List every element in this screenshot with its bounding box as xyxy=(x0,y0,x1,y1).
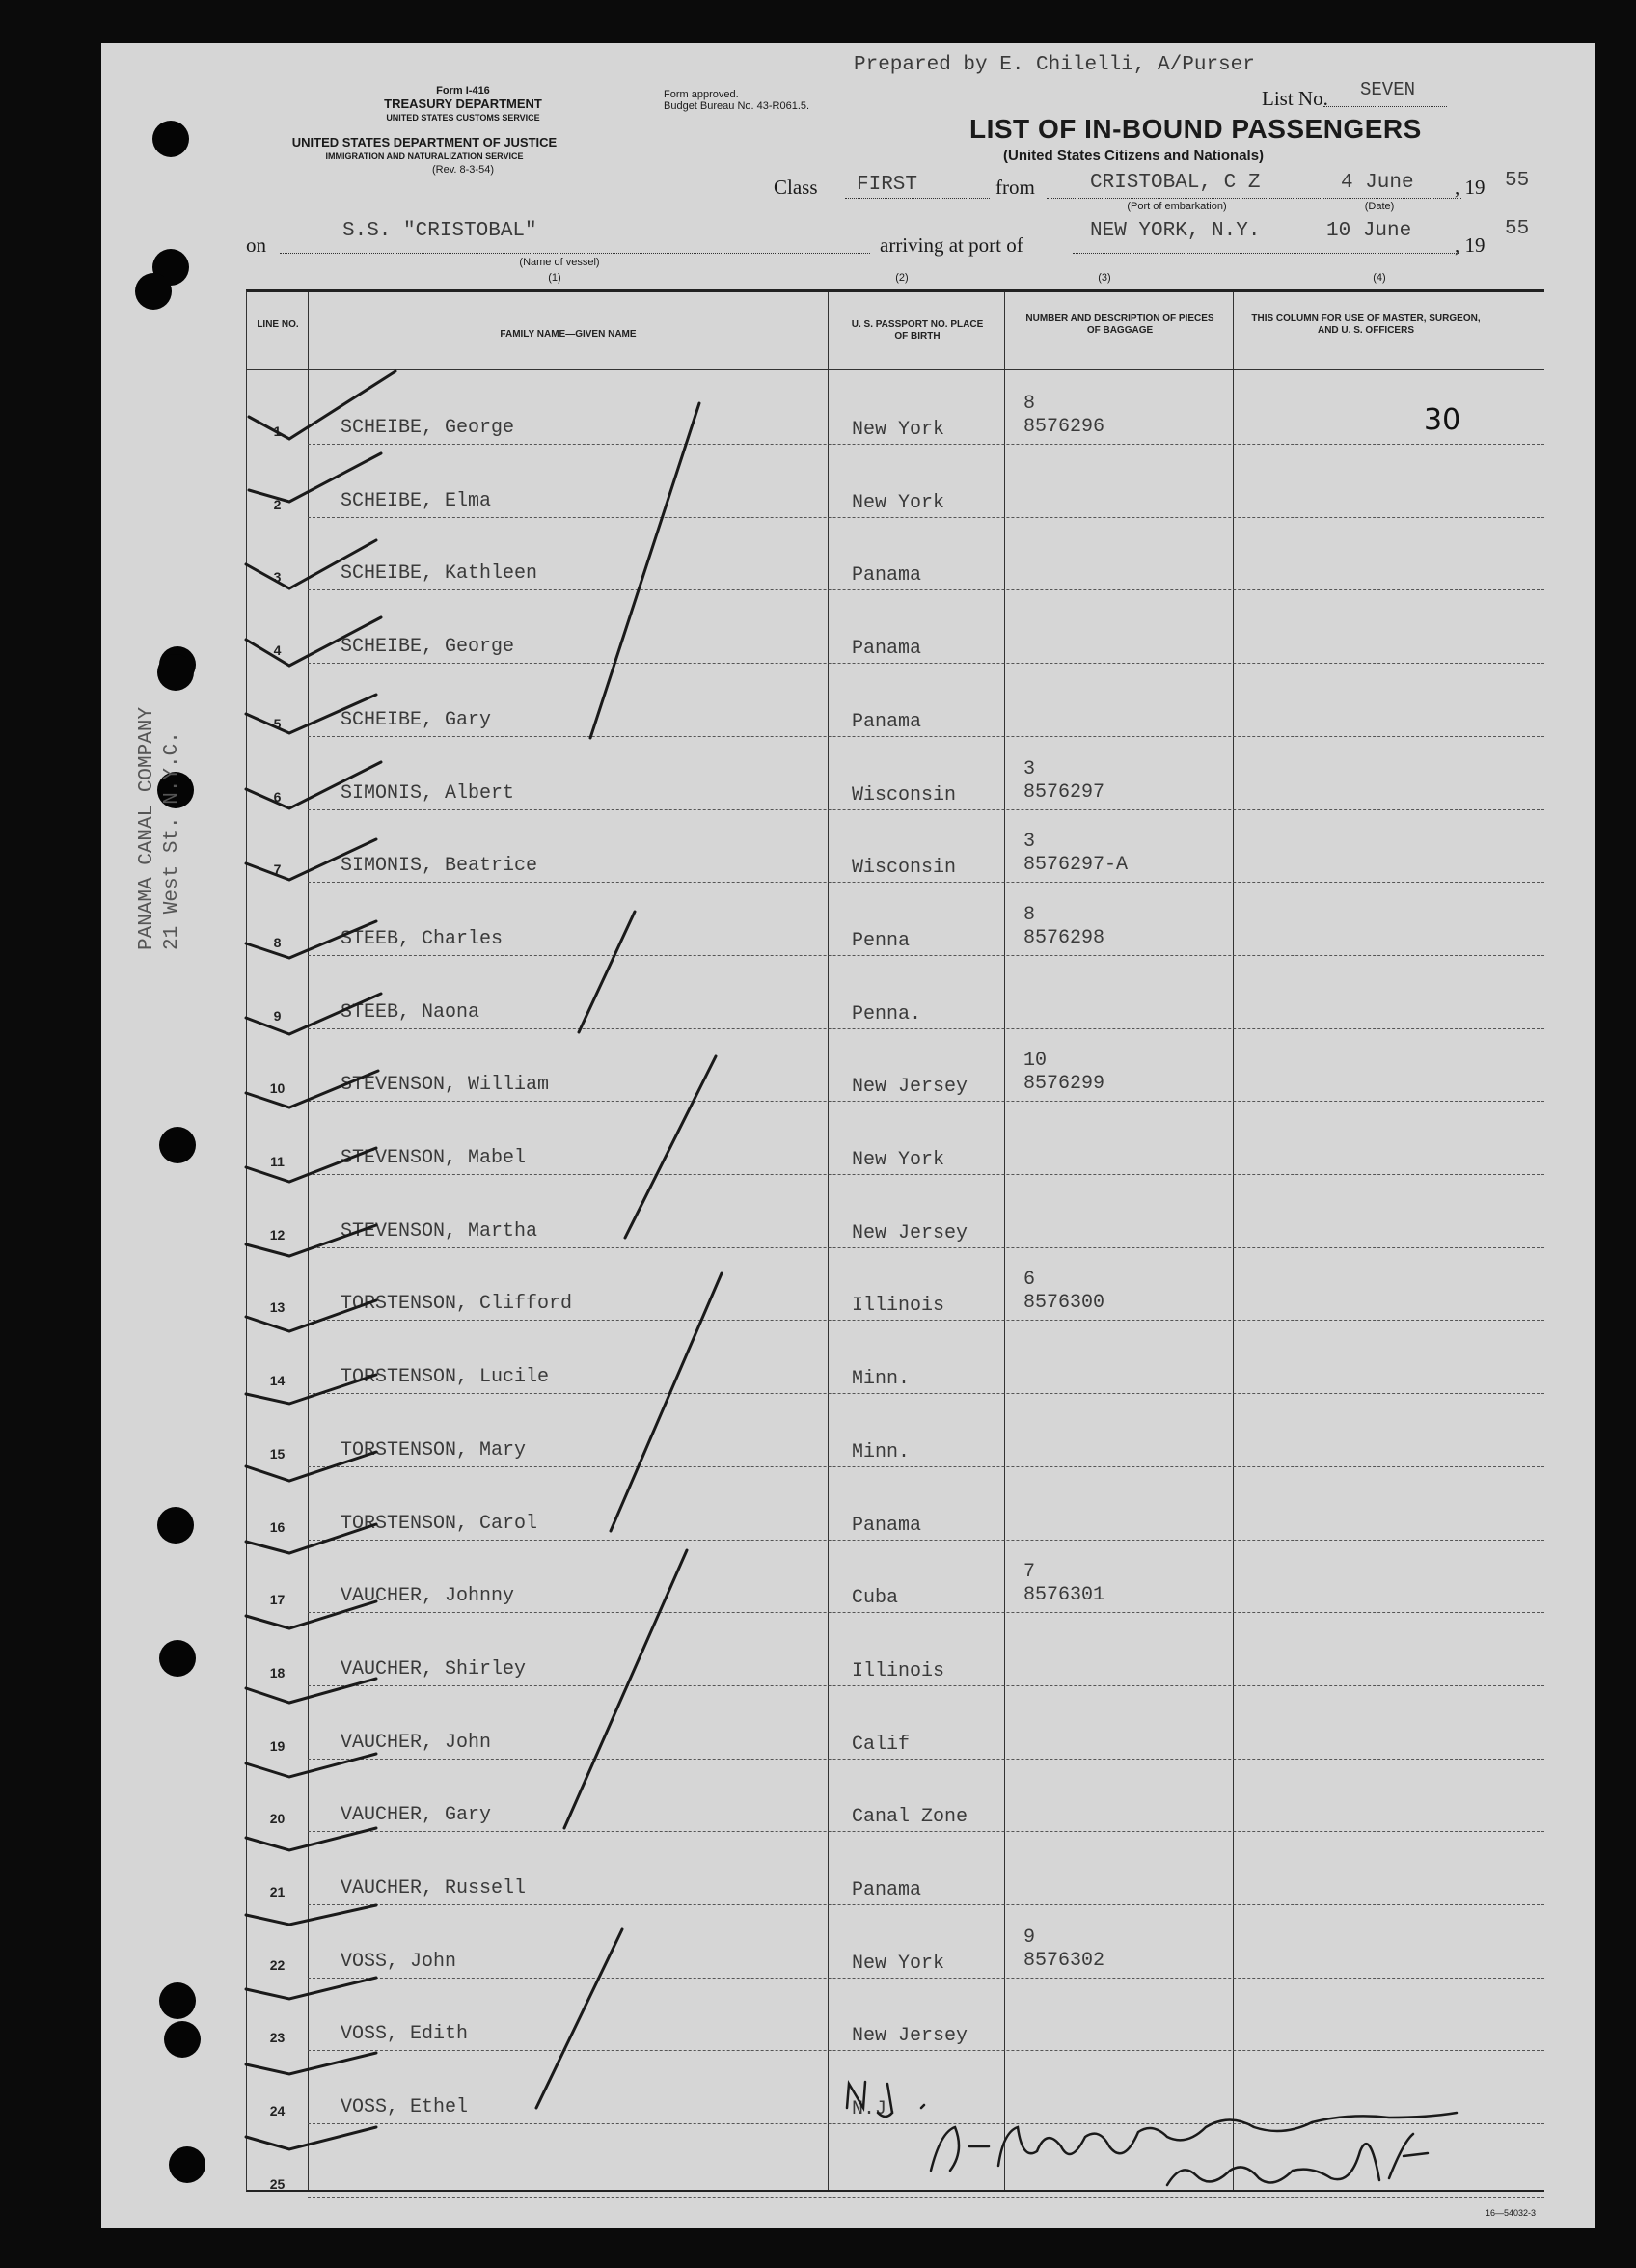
passenger-name: STEVENSON, Mabel xyxy=(341,1147,527,1169)
table-row xyxy=(247,1833,1544,1905)
list-no-value: SEVEN xyxy=(1360,79,1416,100)
baggage-ticket: 8576302 xyxy=(1023,1949,1105,1972)
list-no-line xyxy=(1323,106,1447,107)
passenger-name: TORSTENSON, Clifford xyxy=(341,1293,573,1316)
line-number: 25 xyxy=(269,2175,286,2192)
table-row xyxy=(247,665,1544,737)
passenger-name: SCHEIBE, Gary xyxy=(341,708,492,731)
binder-hole xyxy=(169,2146,205,2183)
passenger-name: SIMONIS, Albert xyxy=(341,781,515,805)
passenger-name: SIMONIS, Beatrice xyxy=(341,855,538,878)
header-divider xyxy=(247,369,1544,370)
passenger-name: VOSS, John xyxy=(341,1950,457,1973)
baggage xyxy=(1023,393,1104,439)
vessel-name: S.S. "CRISTOBAL" xyxy=(342,220,537,242)
place-of-birth: Penna xyxy=(852,929,911,952)
form-number: Form I-416 xyxy=(436,85,490,96)
place-of-birth: New Jersey xyxy=(852,1076,968,1099)
place-of-birth: New York xyxy=(852,491,945,514)
place-of-birth: Panama xyxy=(852,564,922,587)
place-of-birth: Panama xyxy=(852,638,922,661)
line-number: 5 xyxy=(273,715,282,731)
treasury-dept: TREASURY DEPARTMENT xyxy=(384,96,542,111)
table-row xyxy=(247,1468,1544,1541)
binder-hole xyxy=(135,273,172,310)
binder-hole xyxy=(159,1982,196,2019)
line-number: 19 xyxy=(269,1737,286,1754)
table-row xyxy=(247,810,1544,883)
passenger-name: STEVENSON, William xyxy=(341,1074,550,1097)
baggage-ticket: 8576297 xyxy=(1023,780,1105,804)
table-row xyxy=(247,1395,1544,1467)
place-of-birth: New York xyxy=(852,1952,945,1975)
passenger-table xyxy=(246,289,1544,2192)
class-label: Class xyxy=(774,176,818,199)
binder-hole xyxy=(159,1640,196,1677)
place-of-birth: N.J. xyxy=(852,2098,899,2121)
line-number: 6 xyxy=(273,788,282,805)
col-number-3: (3) xyxy=(1098,272,1111,284)
table-row xyxy=(247,1248,1544,1321)
budget-bureau: Budget Bureau No. 43-R061.5. xyxy=(664,100,810,112)
arrival-year: 55 xyxy=(1505,218,1530,240)
header-baggage: NUMBER AND DESCRIPTION OF PIECES OF BAGGAGE xyxy=(1025,314,1214,336)
table-row xyxy=(247,1614,1544,1686)
binder-hole xyxy=(164,2021,201,2058)
passenger-name: VAUCHER, Gary xyxy=(341,1804,492,1827)
col-number-4: (4) xyxy=(1373,272,1386,284)
header-name: FAMILY NAME—GIVEN NAME xyxy=(500,329,637,340)
baggage-count: 3 xyxy=(1023,831,1036,854)
table-row xyxy=(247,884,1544,956)
baggage-count: 8 xyxy=(1023,393,1036,415)
passenger-name: SCHEIBE, George xyxy=(341,417,515,439)
vessel-line xyxy=(280,253,870,254)
port-caption: (Port of embarkation) xyxy=(1127,201,1227,212)
table-row xyxy=(247,1760,1544,1832)
baggage-count: 7 xyxy=(1023,1561,1036,1584)
baggage-count: 9 xyxy=(1023,1926,1036,1949)
ins-service: IMMIGRATION AND NATURALIZATION SERVICE xyxy=(325,151,524,161)
passenger-name: TORSTENSON, Carol xyxy=(341,1512,538,1535)
prepared-by: Prepared by E. Chilelli, A/Purser xyxy=(854,54,1255,76)
line-number: 11 xyxy=(270,1154,285,1169)
binder-hole xyxy=(157,654,194,691)
place-of-birth: New York xyxy=(852,1149,945,1171)
footer-code: 16—54032-3 xyxy=(1486,2208,1537,2218)
binder-hole xyxy=(152,121,189,157)
list-no-label: List No. xyxy=(1262,87,1328,110)
place-of-birth: New York xyxy=(852,419,945,441)
table-row xyxy=(247,2052,1544,2124)
passenger-name: STEVENSON, Martha xyxy=(341,1219,538,1243)
passenger-name: VOSS, Ethel xyxy=(341,2096,469,2119)
line-number: 13 xyxy=(269,1299,286,1316)
place-of-birth: Panama xyxy=(852,1879,922,1901)
arrival-year-prefix: , 19 xyxy=(1455,233,1486,257)
place-of-birth: Panama xyxy=(852,1514,922,1537)
header-line-no: LINE NO. xyxy=(257,319,299,330)
officer-note: 30 xyxy=(1424,403,1461,437)
passenger-name: VOSS, Edith xyxy=(341,2023,469,2046)
baggage xyxy=(1023,1269,1104,1315)
baggage xyxy=(1023,831,1128,877)
header-passport: U. S. PASSPORT NO. PLACE OF BIRTH xyxy=(851,319,984,342)
line-number: 10 xyxy=(269,1080,286,1097)
line-number: 4 xyxy=(273,642,282,659)
table-row xyxy=(247,372,1544,445)
baggage xyxy=(1023,1926,1104,1973)
col-number-1: (1) xyxy=(548,272,561,284)
baggage xyxy=(1023,1050,1104,1096)
passenger-name: TORSTENSON, Lucile xyxy=(341,1366,550,1389)
line-number: 23 xyxy=(269,2030,286,2046)
line-number: 9 xyxy=(273,1007,282,1024)
place-of-birth: Penna. xyxy=(852,1002,922,1025)
line-number: 8 xyxy=(273,934,282,950)
passenger-name: VAUCHER, John xyxy=(341,1731,492,1754)
table-row xyxy=(247,957,1544,1029)
side-stamp-line-2: 21 West St. N.Y.C. xyxy=(161,731,183,950)
place-of-birth: Cuba xyxy=(852,1587,899,1610)
passenger-name: VAUCHER, Johnny xyxy=(341,1585,515,1608)
line-number: 21 xyxy=(269,1884,286,1899)
baggage-count: 3 xyxy=(1023,757,1036,780)
baggage-count: 8 xyxy=(1023,903,1036,926)
passenger-name: VAUCHER, Shirley xyxy=(341,1657,527,1681)
baggage xyxy=(1023,904,1104,950)
table-row xyxy=(247,1687,1544,1760)
line-number: 7 xyxy=(273,861,282,878)
line-number: 14 xyxy=(269,1373,286,1389)
class-line xyxy=(845,198,990,199)
baggage-ticket: 8576296 xyxy=(1023,416,1105,438)
col-number-2: (2) xyxy=(895,272,909,284)
side-stamp-line-1: PANAMA CANAL COMPANY xyxy=(136,706,158,950)
baggage-ticket: 8576301 xyxy=(1023,1584,1105,1607)
place-of-birth: New Jersey xyxy=(852,1221,968,1244)
vessel-caption: (Name of vessel) xyxy=(519,257,600,268)
line-number: 20 xyxy=(269,1811,286,1827)
from-line xyxy=(1047,198,1461,199)
baggage-count: 6 xyxy=(1023,1269,1036,1292)
form-title: LIST OF IN-BOUND PASSENGERS xyxy=(969,114,1422,144)
passenger-name: SCHEIBE, George xyxy=(341,636,515,659)
arrival-port: NEW YORK, N.Y. xyxy=(1090,220,1261,242)
side-stamp xyxy=(135,707,185,950)
form-subtitle: (United States Citizens and Nationals) xyxy=(1003,148,1265,164)
table-row xyxy=(247,1541,1544,1613)
place-of-birth: Canal Zone xyxy=(852,1806,968,1829)
passenger-name: SCHEIBE, Kathleen xyxy=(341,562,538,586)
from-year: 55 xyxy=(1505,170,1530,192)
justice-dept: UNITED STATES DEPARTMENT OF JUSTICE xyxy=(291,135,558,150)
line-number: 1 xyxy=(273,424,282,439)
place-of-birth: New Jersey xyxy=(852,2025,968,2048)
date-caption: (Date) xyxy=(1364,201,1395,212)
on-label: on xyxy=(246,233,266,257)
class-value: FIRST xyxy=(857,174,918,196)
form-approved: Form approved. xyxy=(664,89,739,100)
line-number: 22 xyxy=(269,1956,286,1973)
line-number: 16 xyxy=(269,1518,286,1535)
revision: (Rev. 8-3-54) xyxy=(432,164,494,176)
line-number: 18 xyxy=(269,1664,286,1681)
place-of-birth: Wisconsin xyxy=(852,857,957,880)
passenger-name: SCHEIBE, Elma xyxy=(341,489,492,512)
customs-service: UNITED STATES CUSTOMS SERVICE xyxy=(386,113,540,123)
binder-hole xyxy=(157,1507,194,1544)
port-of-embarkation: CRISTOBAL, C Z xyxy=(1090,172,1261,194)
embarkation-date: 4 June xyxy=(1341,172,1414,194)
baggage-ticket: 8576297-A xyxy=(1023,854,1129,877)
from-year-prefix: , 19 xyxy=(1455,176,1486,199)
place-of-birth: Minn. xyxy=(852,1368,911,1391)
place-of-birth: Panama xyxy=(852,710,922,733)
baggage-ticket: 8576300 xyxy=(1023,1292,1105,1315)
place-of-birth: Illinois xyxy=(852,1295,945,1318)
line-number: 3 xyxy=(273,569,282,586)
line-number: 12 xyxy=(269,1226,286,1243)
table-row xyxy=(247,1103,1544,1175)
passenger-name: STEEB, Charles xyxy=(341,927,504,950)
line-number: 24 xyxy=(269,2103,286,2119)
passenger-name: STEEB, Naona xyxy=(341,1000,480,1024)
place-of-birth: Calif xyxy=(852,1733,911,1756)
table-row xyxy=(247,738,1544,810)
table-row xyxy=(247,1906,1544,1979)
arrival-date: 10 June xyxy=(1326,220,1412,242)
arrival-line xyxy=(1073,253,1459,254)
baggage-ticket: 8576299 xyxy=(1023,1073,1105,1096)
baggage-count: 10 xyxy=(1023,1050,1048,1073)
place-of-birth: Wisconsin xyxy=(852,783,957,806)
table-row xyxy=(247,1029,1544,1102)
line-number: 2 xyxy=(273,496,282,512)
binder-hole xyxy=(159,1127,196,1163)
line-number: 15 xyxy=(269,1445,286,1462)
table-row xyxy=(247,1176,1544,1248)
table-row xyxy=(247,2125,1544,2198)
header-officers: THIS COLUMN FOR USE OF MASTER, SURGEON, AND U. S. OFFICERS xyxy=(1251,314,1481,336)
arriving-label: arriving at port of xyxy=(880,233,1023,257)
table-row xyxy=(247,446,1544,518)
place-of-birth: Minn. xyxy=(852,1440,911,1463)
row-rule xyxy=(308,2197,1544,2198)
baggage-ticket: 8576298 xyxy=(1023,926,1105,949)
passenger-name: VAUCHER, Russell xyxy=(341,1877,527,1899)
baggage xyxy=(1023,1561,1104,1607)
table-row xyxy=(247,1979,1544,2051)
table-row xyxy=(247,518,1544,590)
place-of-birth: Illinois xyxy=(852,1659,945,1682)
passenger-name: TORSTENSON, Mary xyxy=(341,1438,527,1462)
table-row xyxy=(247,1322,1544,1394)
baggage xyxy=(1023,758,1104,805)
table-row xyxy=(247,591,1544,664)
line-number: 17 xyxy=(269,1592,286,1608)
from-label: from xyxy=(995,176,1035,199)
